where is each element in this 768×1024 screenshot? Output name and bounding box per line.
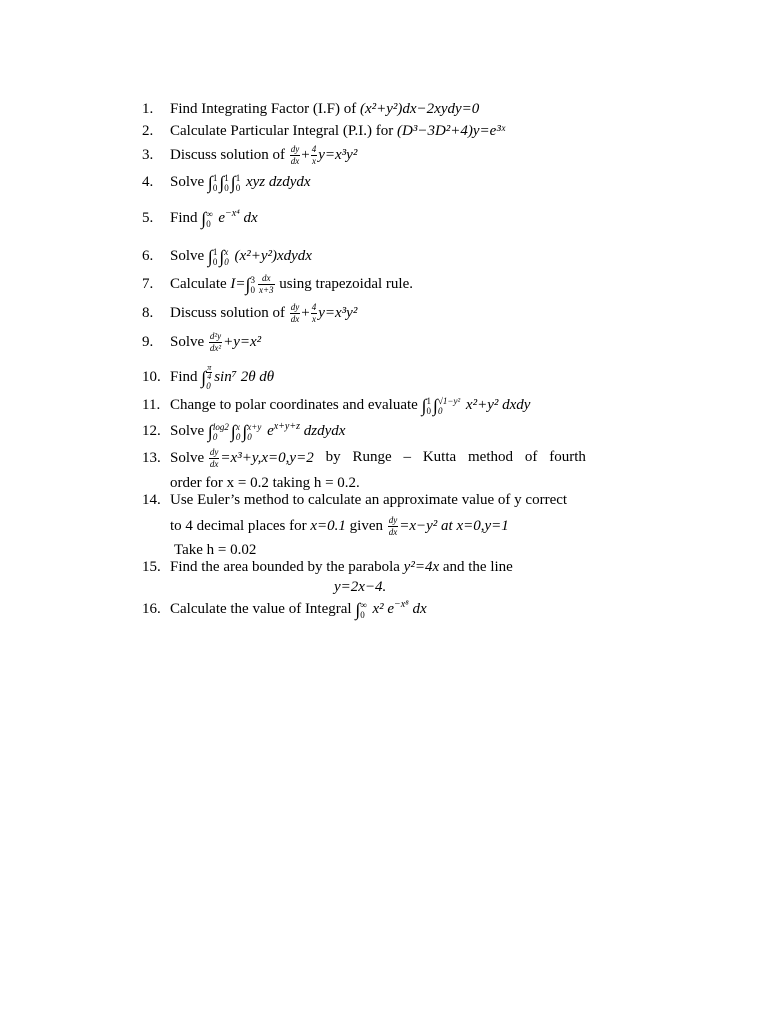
integral-sign: ∫	[207, 172, 213, 193]
fraction	[311, 144, 318, 167]
word: by	[325, 449, 341, 465]
fraction-numerator: 4	[311, 302, 317, 312]
integral-sign: ∫	[207, 246, 213, 267]
integral-limits: π 4 0	[206, 363, 212, 391]
question-7	[142, 273, 586, 296]
word: fourth	[549, 449, 586, 465]
integral-sign: ∫	[207, 421, 213, 442]
equation: x²+y² dxdy	[465, 397, 531, 413]
fraction	[388, 515, 399, 538]
fraction-numerator: d²y	[209, 331, 222, 341]
equation: sin⁷ 2θ dθ	[214, 368, 275, 385]
equation: x² e	[372, 601, 395, 617]
question-number: 8.	[142, 304, 154, 321]
fraction-numerator: dy	[290, 302, 300, 312]
question-number: 5.	[142, 210, 154, 226]
question-number: 3.	[142, 146, 154, 163]
word: method	[468, 449, 514, 465]
question-text: order for x = 0.2 taking h = 0.2.	[170, 475, 360, 491]
equation: =x−y² at x=0,y=1	[399, 517, 509, 534]
integral-limits: 1 0	[224, 172, 229, 193]
question-10	[142, 364, 586, 391]
question-16	[142, 599, 586, 620]
question-14	[142, 490, 586, 560]
question-text: Use Euler’s method to calculate an approximate value of y correct	[170, 492, 568, 508]
exponent: −x⁴	[225, 208, 240, 219]
question-1	[142, 99, 586, 119]
integral-limits: ∞ 0	[206, 208, 213, 229]
fraction	[311, 302, 318, 325]
equation: dx	[408, 601, 427, 617]
integral-limits: 1 0	[235, 172, 241, 193]
question-12	[142, 421, 586, 442]
fraction-numerator: dy	[388, 515, 398, 525]
question-text: Find Integrating Factor (I.F) of	[170, 101, 360, 117]
equation: y=x³y²	[318, 304, 358, 321]
question-13	[142, 447, 586, 493]
integral-limits: x+y 0	[247, 421, 262, 442]
question-text: Solve	[170, 333, 208, 350]
equation: e	[267, 423, 274, 439]
integral-limits: √1−y² 0	[437, 395, 461, 416]
integral-sign: ∫	[219, 246, 225, 267]
question-line	[142, 447, 586, 470]
equation: dzdydx	[300, 423, 346, 439]
question-text: Calculate the value of Integral	[170, 601, 356, 617]
question-text: Discuss solution of	[170, 146, 289, 163]
question-number: 1.	[142, 101, 154, 117]
question-5	[142, 208, 586, 229]
fraction	[209, 447, 220, 470]
question-text: and the line	[439, 559, 513, 575]
fraction	[290, 144, 301, 167]
equation: +y=x²	[223, 333, 262, 350]
integral-sign: ∫	[355, 599, 361, 620]
integral-sign: ∫	[230, 421, 236, 442]
integral-limits: 1 0	[212, 246, 218, 267]
question-number: 14.	[142, 492, 161, 508]
question-number: 16.	[142, 601, 161, 617]
word: Kutta	[422, 449, 457, 465]
question-number: 15.	[142, 559, 161, 575]
question-text: Solve	[170, 174, 208, 190]
question-number: 2.	[142, 123, 154, 139]
question-text: Find	[170, 368, 202, 385]
fraction	[290, 302, 301, 325]
exponent: x+y+z	[273, 421, 300, 432]
fraction-numerator: dy	[290, 144, 300, 154]
integral-sign: ∫	[230, 172, 236, 193]
equation: y²=4x	[403, 559, 440, 575]
equation: (x²+y²)dx−2xydy=0	[359, 101, 480, 117]
integral-limits: 3 0	[250, 274, 255, 295]
equation: x=0.1	[310, 517, 346, 534]
fraction	[258, 273, 275, 296]
equation: (D³−3D²+4)y=e³ˣ	[397, 123, 506, 139]
equation: I=	[230, 275, 246, 292]
question-3: 3. Discuss solution of $\frac{dy}{dx}$ + $\frac{4}{x}$ y=x³y²	[142, 144, 358, 166]
integral-sign: ∫	[219, 172, 225, 193]
question-text: to 4 decimal places for	[170, 517, 311, 534]
integral-sign: ∫	[201, 208, 207, 229]
fraction-denominator: x+3	[258, 285, 274, 295]
integral-limits: 1 0	[426, 395, 432, 416]
fraction-denominator: dx²	[209, 343, 222, 353]
question-number: 7.	[142, 275, 154, 292]
word: Runge	[352, 449, 392, 465]
equation: y=x³y²	[318, 146, 358, 163]
question-15	[142, 557, 586, 597]
question-text: Solve	[170, 449, 205, 466]
integral-limits: ∞ 0	[360, 599, 367, 620]
fraction-denominator: x	[311, 156, 316, 166]
question-text: given	[345, 517, 387, 534]
fraction-denominator: dx	[290, 314, 300, 324]
equation: (x²+y²)xdydx	[234, 248, 312, 264]
fraction-numerator: dx	[258, 273, 275, 285]
question-2	[142, 121, 586, 141]
integral-limits: 1 0	[212, 172, 218, 193]
question-number: 12.	[142, 423, 161, 439]
question-number: 9.	[142, 333, 154, 350]
integral-sign: ∫	[242, 421, 248, 442]
question-8: 8. Discuss solution of $\frac{dy}{dx}$ + $\frac{4}{x}$ y=x³y²	[142, 302, 358, 324]
question-text: Take h = 0.02	[174, 542, 257, 558]
integral-limits: log2 0	[212, 421, 229, 442]
question-9	[142, 331, 586, 354]
exponent: −x⁸	[394, 599, 409, 610]
question-line	[142, 515, 586, 538]
question-text: Calculate	[170, 275, 231, 292]
question-number: 11.	[142, 397, 161, 413]
fraction-denominator: dx	[290, 156, 300, 166]
question-6	[142, 246, 586, 267]
question-text: using trapezoidal rule.	[275, 275, 413, 292]
question-text: Solve	[170, 248, 208, 264]
integral-limits: x 0	[235, 421, 241, 442]
fraction-numerator: dy	[209, 447, 219, 457]
word: of	[524, 449, 538, 465]
question-text: Change to polar coordinates and evaluate	[170, 397, 422, 413]
equation: y=2x−4.	[334, 579, 387, 595]
integral-sign: ∫	[421, 395, 427, 416]
question-number: 4.	[142, 174, 154, 190]
fraction-denominator: dx	[209, 459, 219, 469]
integral-limits: x 0	[224, 246, 229, 267]
question-text: Discuss solution of	[170, 304, 289, 321]
question-4	[142, 172, 586, 193]
integral-sign: ∫	[433, 395, 438, 416]
fraction-numerator: 4	[311, 144, 317, 154]
equation: dx	[239, 210, 258, 226]
fraction	[209, 331, 222, 354]
integral-sign: ∫	[201, 367, 207, 388]
question-number: 13.	[142, 449, 161, 466]
question-number: 10.	[142, 368, 161, 385]
fraction-denominator: dx	[388, 527, 398, 537]
integral-sign: ∫	[245, 274, 251, 295]
equation: e	[218, 210, 226, 226]
question-text: Find the area bounded by the parabola	[170, 559, 404, 575]
word: –	[403, 449, 411, 465]
fraction-denominator: x	[311, 314, 316, 324]
question-text: Find	[170, 210, 202, 226]
question-text: Solve	[170, 423, 208, 439]
question-number: 6.	[142, 248, 154, 264]
equation: =x³+y,x=0,y=2	[220, 449, 314, 466]
question-11	[142, 395, 586, 416]
equation: xyz dzdydx	[245, 174, 311, 190]
question-text: Calculate Particular Integral (P.I.) for	[170, 123, 397, 139]
